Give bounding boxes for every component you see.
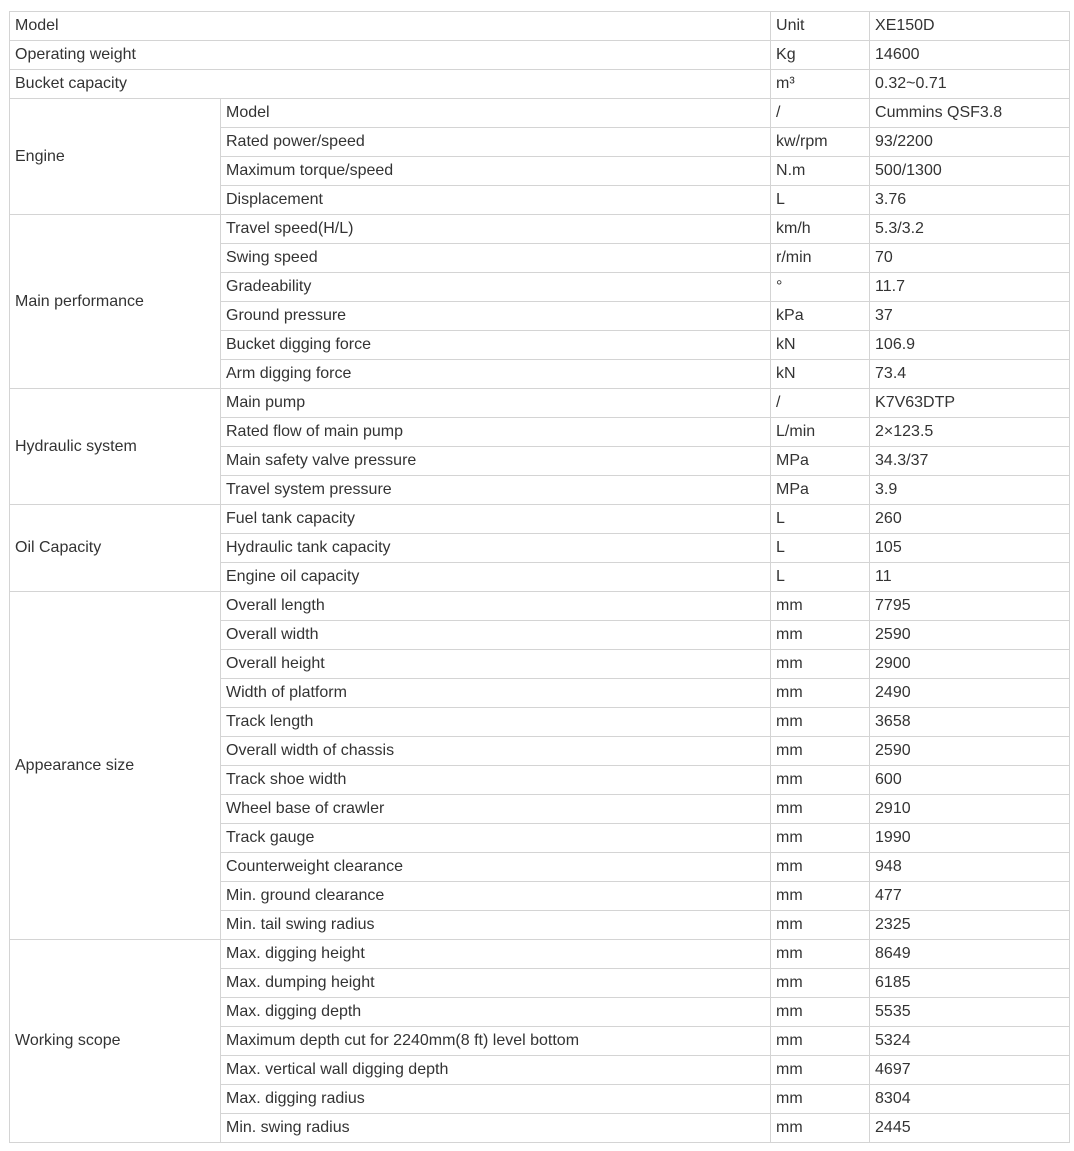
param-cell: Model [221, 99, 771, 128]
param-cell: Fuel tank capacity [221, 505, 771, 534]
value-cell: 37 [870, 302, 1070, 331]
value-cell: 3.9 [870, 476, 1070, 505]
value-cell: 14600 [870, 41, 1070, 70]
unit-cell: mm [771, 1114, 870, 1143]
unit-cell: L [771, 563, 870, 592]
param-cell: Max. digging depth [221, 998, 771, 1027]
value-cell: 2445 [870, 1114, 1070, 1143]
value-cell: Cummins QSF3.8 [870, 99, 1070, 128]
value-cell: 11.7 [870, 273, 1070, 302]
param-cell: Maximum depth cut for 2240mm(8 ft) level bottom [221, 1027, 771, 1056]
unit-cell: mm [771, 969, 870, 998]
param-cell: Swing speed [221, 244, 771, 273]
unit-cell: kPa [771, 302, 870, 331]
value-cell: 106.9 [870, 331, 1070, 360]
value-cell: 34.3/37 [870, 447, 1070, 476]
param-cell: Overall height [221, 650, 771, 679]
param-cell: Overall width of chassis [221, 737, 771, 766]
unit-cell: mm [771, 708, 870, 737]
table-row [10, 99, 1070, 128]
unit-cell: Kg [771, 41, 870, 70]
value-cell: 3.76 [870, 186, 1070, 215]
param-cell: Travel speed(H/L) [221, 215, 771, 244]
value-cell: 0.32~0.71 [870, 70, 1070, 99]
unit-cell: mm [771, 882, 870, 911]
param-cell: Maximum torque/speed [221, 157, 771, 186]
unit-cell: mm [771, 650, 870, 679]
param-cell: Counterweight clearance [221, 853, 771, 882]
value-cell: 93/2200 [870, 128, 1070, 157]
table-row [10, 940, 1070, 969]
param-cell: Rated power/speed [221, 128, 771, 157]
unit-cell: mm [771, 737, 870, 766]
value-cell: 500/1300 [870, 157, 1070, 186]
param-cell: Rated flow of main pump [221, 418, 771, 447]
unit-cell: L [771, 534, 870, 563]
value-cell: 4697 [870, 1056, 1070, 1085]
value-cell: 8304 [870, 1085, 1070, 1114]
param-cell: Main safety valve pressure [221, 447, 771, 476]
value-cell: 600 [870, 766, 1070, 795]
param-cell: Ground pressure [221, 302, 771, 331]
unit-cell: mm [771, 853, 870, 882]
param-cell: Min. ground clearance [221, 882, 771, 911]
value-cell: 8649 [870, 940, 1070, 969]
table-row [10, 215, 1070, 244]
unit-cell: mm [771, 795, 870, 824]
spec-table [9, 11, 1070, 1143]
param-cell: Model [10, 12, 771, 41]
value-cell: 11 [870, 563, 1070, 592]
param-cell: Width of platform [221, 679, 771, 708]
value-cell: 7795 [870, 592, 1070, 621]
param-cell: Gradeability [221, 273, 771, 302]
value-cell: 2×123.5 [870, 418, 1070, 447]
value-cell: 5.3/3.2 [870, 215, 1070, 244]
unit-cell: MPa [771, 447, 870, 476]
param-cell: Max. dumping height [221, 969, 771, 998]
table-row [10, 41, 1070, 70]
unit-cell: / [771, 99, 870, 128]
unit-cell: L/min [771, 418, 870, 447]
unit-cell: MPa [771, 476, 870, 505]
unit-cell: mm [771, 621, 870, 650]
unit-cell: L [771, 505, 870, 534]
group-label-cell: Hydraulic system [10, 389, 221, 505]
value-cell: 5535 [870, 998, 1070, 1027]
table-row [10, 389, 1070, 418]
param-cell: Bucket digging force [221, 331, 771, 360]
unit-cell: kN [771, 331, 870, 360]
unit-cell: km/h [771, 215, 870, 244]
param-cell: Track gauge [221, 824, 771, 853]
value-cell: 73.4 [870, 360, 1070, 389]
unit-cell: kw/rpm [771, 128, 870, 157]
param-cell: Arm digging force [221, 360, 771, 389]
table-row [10, 70, 1070, 99]
value-cell: 2590 [870, 621, 1070, 650]
unit-cell: mm [771, 911, 870, 940]
unit-cell: ° [771, 273, 870, 302]
unit-cell: mm [771, 940, 870, 969]
unit-cell: mm [771, 679, 870, 708]
unit-cell: mm [771, 824, 870, 853]
value-cell: 948 [870, 853, 1070, 882]
table-header-row [10, 12, 1070, 41]
value-cell: K7V63DTP [870, 389, 1070, 418]
group-label-cell: Oil Capacity [10, 505, 221, 592]
value-cell: 1990 [870, 824, 1070, 853]
value-cell: XE150D [870, 12, 1070, 41]
param-cell: Main pump [221, 389, 771, 418]
value-cell: 2910 [870, 795, 1070, 824]
param-cell: Engine oil capacity [221, 563, 771, 592]
value-cell: 3658 [870, 708, 1070, 737]
group-label-cell: Working scope [10, 940, 221, 1143]
unit-cell: mm [771, 592, 870, 621]
unit-cell: mm [771, 1085, 870, 1114]
value-cell: 477 [870, 882, 1070, 911]
unit-cell: mm [771, 1056, 870, 1085]
param-cell: Bucket capacity [10, 70, 771, 99]
unit-cell: / [771, 389, 870, 418]
param-cell: Hydraulic tank capacity [221, 534, 771, 563]
table-row [10, 592, 1070, 621]
unit-cell: L [771, 186, 870, 215]
value-cell: 260 [870, 505, 1070, 534]
param-cell: Wheel base of crawler [221, 795, 771, 824]
unit-cell: Unit [771, 12, 870, 41]
value-cell: 2325 [870, 911, 1070, 940]
param-cell: Travel system pressure [221, 476, 771, 505]
group-label-cell: Main performance [10, 215, 221, 389]
param-cell: Track shoe width [221, 766, 771, 795]
unit-cell: kN [771, 360, 870, 389]
value-cell: 6185 [870, 969, 1070, 998]
unit-cell: mm [771, 766, 870, 795]
param-cell: Max. digging radius [221, 1085, 771, 1114]
param-cell: Overall width [221, 621, 771, 650]
param-cell: Operating weight [10, 41, 771, 70]
param-cell: Max. vertical wall digging depth [221, 1056, 771, 1085]
value-cell: 2490 [870, 679, 1070, 708]
value-cell: 5324 [870, 1027, 1070, 1056]
group-label-cell: Engine [10, 99, 221, 215]
param-cell: Min. tail swing radius [221, 911, 771, 940]
value-cell: 2590 [870, 737, 1070, 766]
param-cell: Max. digging height [221, 940, 771, 969]
value-cell: 105 [870, 534, 1070, 563]
param-cell: Overall length [221, 592, 771, 621]
group-label-cell: Appearance size [10, 592, 221, 940]
value-cell: 70 [870, 244, 1070, 273]
unit-cell: mm [771, 1027, 870, 1056]
unit-cell: N.m [771, 157, 870, 186]
param-cell: Displacement [221, 186, 771, 215]
unit-cell: m³ [771, 70, 870, 99]
param-cell: Track length [221, 708, 771, 737]
value-cell: 2900 [870, 650, 1070, 679]
unit-cell: r/min [771, 244, 870, 273]
unit-cell: mm [771, 998, 870, 1027]
spec-table-body [10, 12, 1070, 1143]
param-cell: Min. swing radius [221, 1114, 771, 1143]
table-row [10, 505, 1070, 534]
